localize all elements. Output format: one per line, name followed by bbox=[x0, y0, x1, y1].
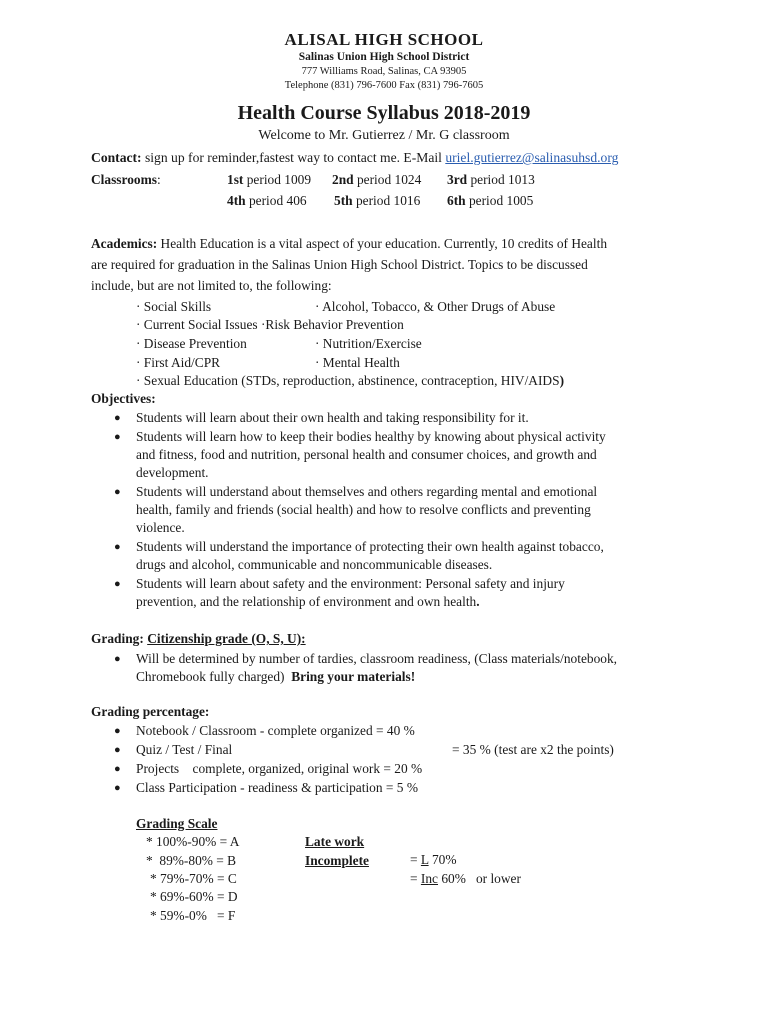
percentage-quiz: Quiz / Test / Final bbox=[136, 742, 233, 757]
objective-2-line-1: Students will learn how to keep their bodies healthy by knowing about physical activity bbox=[136, 429, 606, 444]
email-link[interactable]: uriel.gutierrez@salinasuhsd.org bbox=[445, 150, 619, 165]
grading-scale-label: Grading Scale bbox=[136, 816, 218, 831]
citizenship-label: Citizenship grade (O, S, U): bbox=[147, 631, 306, 646]
topic-sexual-ed: · Sexual Education (STDs, reproduction, abstinence, contraception, HIV/AIDS) bbox=[136, 373, 565, 388]
school-phone: Telephone (831) 796-7600 Fax (831) 796-7605 bbox=[284, 80, 484, 91]
period-6: 6th period 1005 bbox=[447, 193, 534, 208]
academics-label: Academics: bbox=[91, 236, 158, 251]
incomplete-value: = Inc 60% or lower bbox=[410, 871, 521, 886]
percentage-notebook: Notebook / Classroom - complete organized = 40 % bbox=[136, 723, 415, 738]
objective-4-line-2: drugs and alcohol, communicable and noncommunicable diseases. bbox=[136, 557, 493, 572]
objective-5-line-2: prevention, and the relationship of environment and own health. bbox=[136, 594, 480, 609]
objective-5-line-1: Students will learn about safety and the environment: Personal safety and injury bbox=[136, 576, 565, 591]
bullet-icon: ● bbox=[114, 725, 121, 737]
grading-percentage-label: Grading percentage: bbox=[91, 704, 210, 719]
objective-3-line-2: health, family and friends (social health) and how to resolve conflicts and preventing bbox=[136, 502, 591, 517]
district-name: Salinas Union High School District bbox=[298, 51, 470, 63]
period-4: 4th period 406 bbox=[227, 193, 307, 208]
percentage-participation: Class Participation - readiness & participation = 5 % bbox=[136, 780, 418, 795]
objective-4-line-1: Students will understand the importance of protecting their own health against tobacco, bbox=[136, 539, 604, 554]
classrooms-label: Classrooms: bbox=[91, 172, 161, 187]
period-2: 2nd period 1024 bbox=[332, 172, 422, 187]
scale-row-b: * 89%-80% = B bbox=[146, 853, 237, 868]
bullet-icon: ● bbox=[114, 412, 121, 424]
page-title: Health Course Syllabus 2018-2019 bbox=[237, 102, 531, 124]
bullet-icon: ● bbox=[114, 486, 121, 498]
objective-2-line-3: development. bbox=[136, 465, 209, 480]
school-address: 777 Williams Road, Salinas, CA 93905 bbox=[301, 66, 467, 77]
bullet-icon: ● bbox=[114, 578, 121, 590]
objective-3-line-1: Students will understand about themselves and others regarding mental and emotional bbox=[136, 484, 598, 499]
contact-label: Contact: bbox=[91, 150, 142, 165]
academics-line-3: include, but are not limited to, the following: bbox=[91, 278, 332, 293]
bullet-icon: ● bbox=[114, 763, 121, 775]
percentage-projects: Projects complete, organized, original work = 20 % bbox=[136, 761, 423, 776]
scale-row-a: * 100%-90% = A bbox=[146, 834, 240, 849]
grading-label: Grading: bbox=[91, 631, 144, 646]
objective-3-line-3: violence. bbox=[136, 520, 185, 535]
contact-text: sign up for reminder,fastest way to contact me. E-Mail bbox=[141, 150, 446, 165]
scale-row-d: * 69%-60% = D bbox=[150, 889, 238, 904]
scale-row-f: * 59%-0% = F bbox=[150, 908, 236, 923]
bullet-icon: ● bbox=[114, 782, 121, 794]
topic-social-issues: · Current Social Issues ·Risk Behavior Prevention bbox=[136, 317, 404, 332]
topic-social-skills: · Social Skills bbox=[136, 299, 212, 314]
period-1: 1st period 1009 bbox=[227, 172, 312, 187]
late-work-value: = L 70% bbox=[410, 852, 457, 867]
objective-1: Students will learn about their own health and taking responsibility for it. bbox=[136, 410, 529, 425]
grading-citizenship-heading bbox=[91, 630, 306, 648]
contact-line bbox=[91, 149, 618, 167]
objectives-label: Objectives: bbox=[91, 391, 156, 406]
topic-alcohol: · Alcohol, Tobacco, & Other Drugs of Abuse bbox=[315, 299, 556, 314]
citizenship-line-1: Will be determined by number of tardies, classroom readiness, (Class materials/notebook, bbox=[136, 651, 618, 666]
academics-line-2: are required for graduation in the Salinas Union High School District. Topics to be discussed bbox=[91, 257, 588, 272]
late-work-label: Late work bbox=[305, 834, 365, 849]
topic-disease: · Disease Prevention bbox=[136, 336, 247, 351]
objective-2-line-2: and fitness, food and nutrition, personal health and consumer choices, and growth and bbox=[136, 447, 597, 462]
period-3: 3rd period 1013 bbox=[447, 172, 535, 187]
topic-nutrition: · Nutrition/Exercise bbox=[315, 336, 422, 351]
bullet-icon: ● bbox=[114, 541, 121, 553]
bullet-icon: ● bbox=[114, 431, 121, 443]
percentage-quiz-value: = 35 % (test are x2 the points) bbox=[452, 742, 614, 757]
citizenship-line-2: Chromebook fully charged) Bring your materials! bbox=[136, 669, 416, 684]
bullet-icon: ● bbox=[114, 653, 121, 665]
period-5: 5th period 1016 bbox=[334, 193, 421, 208]
academics-line-1: Academics: Health Education is a vital aspect of your education. Currently, 10 credits of Health bbox=[91, 236, 608, 251]
topic-first-aid: · First Aid/CPR bbox=[136, 355, 221, 370]
incomplete-label: Incomplete bbox=[305, 853, 369, 868]
topic-mental: · Mental Health bbox=[315, 355, 400, 370]
welcome-line: Welcome to Mr. Gutierrez / Mr. G classroom bbox=[258, 128, 510, 143]
bullet-icon: ● bbox=[114, 744, 121, 756]
scale-row-c: * 79%-70% = C bbox=[150, 871, 237, 886]
school-name: ALISAL HIGH SCHOOL bbox=[284, 30, 484, 49]
